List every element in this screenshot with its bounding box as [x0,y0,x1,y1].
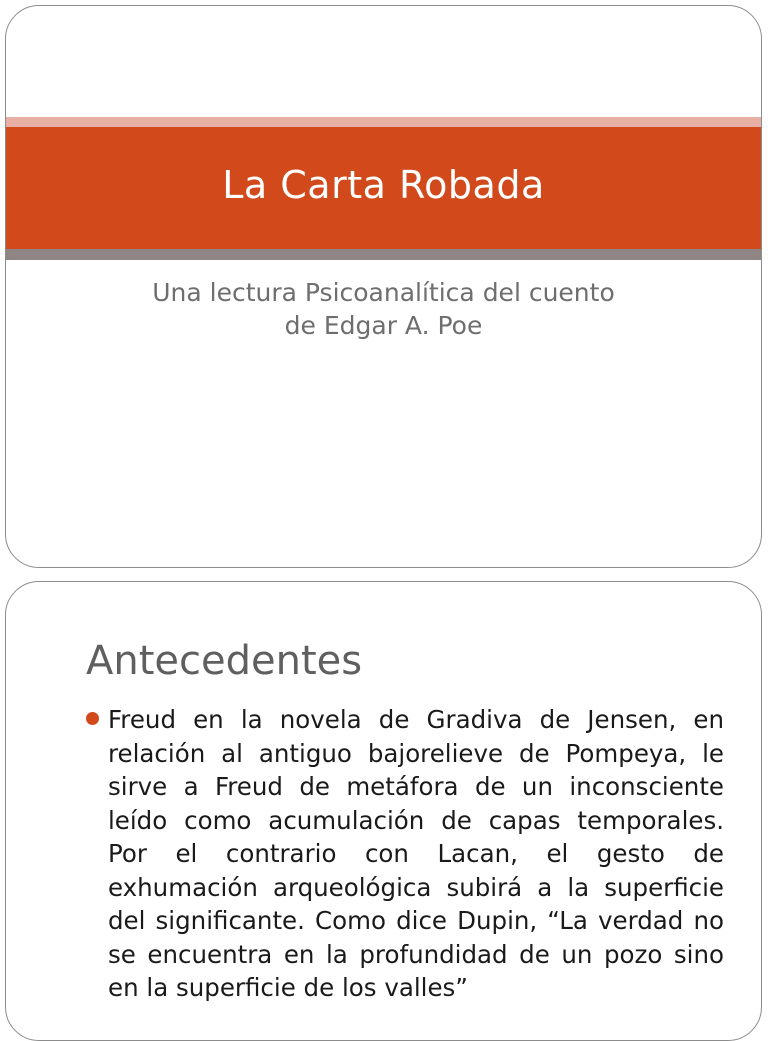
subtitle-line: de Edgar A. Poe [284,311,483,340]
title-band [6,127,761,249]
slide-subtitle [6,276,761,342]
slide-heading: Antecedentes [86,638,363,684]
slide-title: La Carta Robada [222,163,545,207]
title-band-bottom-stripe [6,249,761,260]
subtitle-line: Una lectura Psicoanalítica del cuento [152,278,615,307]
title-slide [5,5,762,568]
bullet-item [86,703,724,1005]
title-band-top-stripe [6,117,761,127]
content-slide [5,581,762,1041]
bullet-dot-icon [86,712,99,725]
bullet-text: Freud en la novela de Gradiva de Jensen, en relación al antiguo bajorelieve de Pompeya, le sirve a Freud de metáfora de un inconsciente leído como acumulación de capas temporales. Por el contrario con Lacan, el gesto de exhumación arqueológica subirá a la superficie del significante. Como dice Dupin, “La verdad no se encuentra en la profundidad de un pozo sino en la superficie de los valles” [108,705,724,1002]
